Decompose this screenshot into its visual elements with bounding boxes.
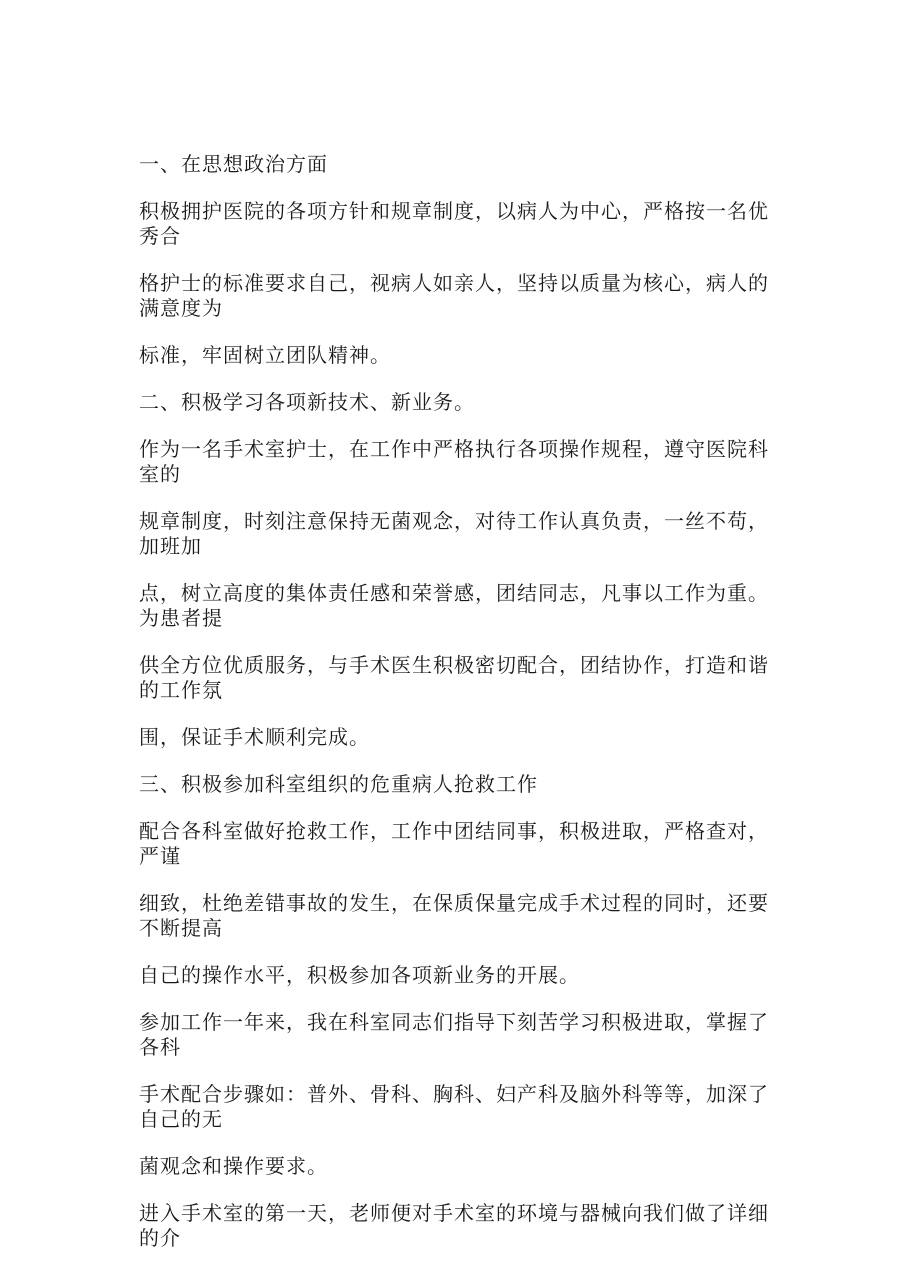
paragraph-line: 供全方位优质服务，与手术医生积极密切配合，团结协作，打造和谐的工作氛 — [139, 653, 769, 702]
section-heading-2: 二、积极学习各项新技术、新业务。 — [139, 390, 475, 414]
document-body — [139, 152, 779, 1273]
paragraph-line: 标准，牢固树立团队精神。 — [139, 343, 391, 367]
paragraph-line: 作为一名手术室护士，在工作中严格执行各项操作规程，遵守医院科室的 — [139, 437, 769, 486]
paragraph-line: 进入手术室的第一天，老师便对手术室的环境与器械向我们做了详细的介 — [139, 1201, 769, 1250]
paragraph-line: 菌观念和操作要求。 — [139, 1154, 328, 1178]
section-heading-1: 一、在思想政治方面 — [139, 152, 328, 176]
paragraph-line: 围，保证手术顺利完成。 — [139, 725, 370, 749]
paragraph-line: 自己的操作水平，积极参加各项新业务的开展。 — [139, 963, 580, 987]
paragraph-line: 积极拥护医院的各项方针和规章制度，以病人为中心，严格按一名优秀合 — [139, 199, 769, 248]
paragraph-line: 配合各科室做好抢救工作，工作中团结同事，积极进取，严格查对，严谨 — [139, 819, 769, 868]
paragraph-line: 细致，杜绝差错事故的发生，在保质保量完成手术过程的同时，还要不断提高 — [139, 891, 769, 940]
paragraph-line: 格护士的标准要求自己，视病人如亲人，坚持以质量为核心，病人的满意度为 — [139, 271, 769, 320]
paragraph-line: 手术配合步骤如：普外、骨科、胸科、妇产科及脑外科等等，加深了自己的无 — [139, 1082, 769, 1131]
paragraph-line: 规章制度，时刻注意保持无菌观念，对待工作认真负责，一丝不苟，加班加 — [139, 509, 769, 558]
paragraph-line: 参加工作一年来，我在科室同志们指导下刻苦学习积极进取，掌握了各科 — [139, 1010, 769, 1059]
section-heading-3: 三、积极参加科室组织的危重病人抢救工作 — [139, 772, 538, 796]
paragraph-line: 点，树立高度的集体责任感和荣誉感，团结同志，凡事以工作为重。为患者提 — [139, 581, 769, 630]
